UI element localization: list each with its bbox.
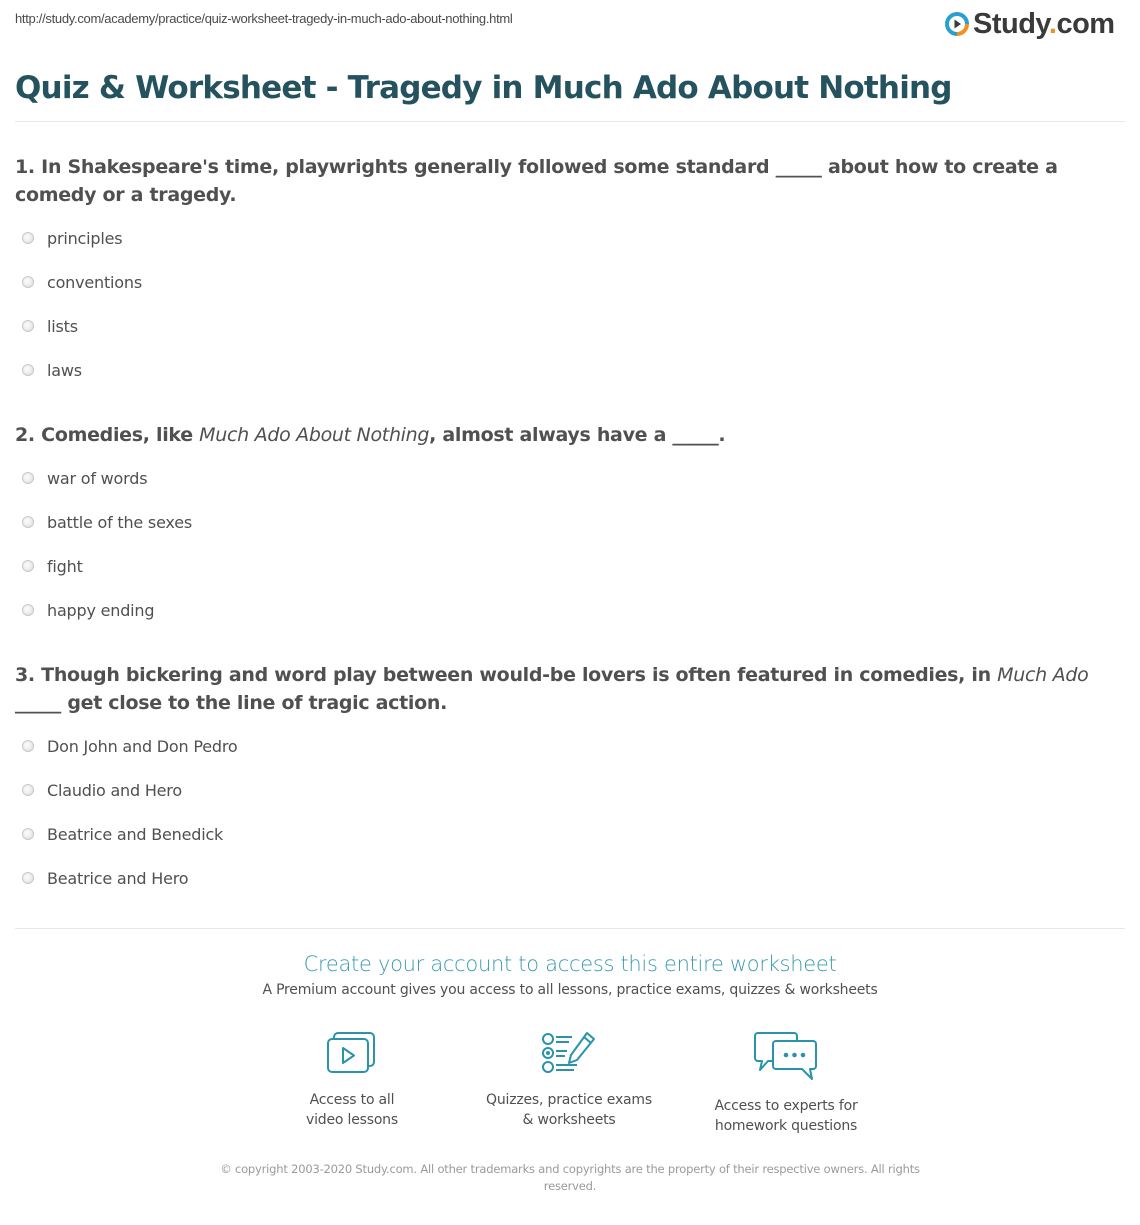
radio-button[interactable] bbox=[22, 364, 34, 376]
feature-experts: Access to experts for homework questions bbox=[676, 1030, 896, 1136]
logo-wordmark: Study.com bbox=[973, 7, 1115, 40]
option[interactable]: lists bbox=[22, 304, 142, 348]
divider bbox=[15, 928, 1125, 929]
radio-button[interactable] bbox=[22, 232, 34, 244]
feature-quizzes: Quizzes, practice exams & worksheets bbox=[459, 1030, 679, 1130]
option[interactable]: Claudio and Hero bbox=[22, 768, 237, 812]
question-1-options bbox=[22, 216, 142, 392]
radio-button[interactable] bbox=[22, 828, 34, 840]
page-url: http://study.com/academy/practice/quiz-worksheet-tragedy-in-much-ado-about-nothing.html bbox=[15, 11, 513, 26]
play-circle-icon bbox=[945, 12, 969, 36]
option[interactable]: conventions bbox=[22, 260, 142, 304]
study-logo[interactable] bbox=[945, 8, 1115, 40]
option[interactable]: war of words bbox=[22, 456, 192, 500]
option[interactable]: battle of the sexes bbox=[22, 500, 192, 544]
cta-subtitle: A Premium account gives you access to all lessons, practice exams, quizzes & worksheets bbox=[262, 982, 878, 998]
question-1: 1. In Shakespeare's time, playwrights generally followed some standard _____ about how to create a comedy or a tragedy. bbox=[15, 156, 1058, 206]
option[interactable]: happy ending bbox=[22, 588, 192, 632]
option[interactable]: laws bbox=[22, 348, 142, 392]
copyright-notice: © copyright 2003-2020 Study.com. All other trademarks and copyrights are the property of their respective owners. All rights reserved. bbox=[220, 1162, 920, 1193]
question-2: 2. Comedies, like Much Ado About Nothing, almost always have a _____. bbox=[15, 424, 726, 446]
radio-button[interactable] bbox=[22, 784, 34, 796]
radio-button[interactable] bbox=[22, 320, 34, 332]
video-lessons-icon bbox=[326, 1030, 378, 1076]
radio-button[interactable] bbox=[22, 276, 34, 288]
radio-button[interactable] bbox=[22, 740, 34, 752]
divider bbox=[15, 121, 1125, 122]
option[interactable]: principles bbox=[22, 216, 142, 260]
option[interactable]: fight bbox=[22, 544, 192, 588]
option[interactable]: Beatrice and Hero bbox=[22, 856, 237, 900]
page-title: Quiz & Worksheet - Tragedy in Much Ado About Nothing bbox=[15, 70, 952, 106]
create-account-link[interactable]: Create your account to access this entire worksheet bbox=[303, 952, 837, 976]
quiz-checklist-icon bbox=[541, 1030, 597, 1076]
feature-video-lessons: Access to all video lessons bbox=[242, 1030, 462, 1130]
radio-button[interactable] bbox=[22, 560, 34, 572]
radio-button[interactable] bbox=[22, 604, 34, 616]
question-3: 3. Though bickering and word play between would-be lovers is often featured in comedies, in Much Ado _____ get close to the line of tragic action. bbox=[15, 664, 1089, 714]
question-2-options bbox=[22, 456, 192, 632]
question-3-options bbox=[22, 724, 237, 900]
chat-bubbles-icon bbox=[754, 1030, 818, 1082]
option[interactable]: Don John and Don Pedro bbox=[22, 724, 237, 768]
radio-button[interactable] bbox=[22, 516, 34, 528]
option[interactable]: Beatrice and Benedick bbox=[22, 812, 237, 856]
radio-button[interactable] bbox=[22, 472, 34, 484]
radio-button[interactable] bbox=[22, 872, 34, 884]
